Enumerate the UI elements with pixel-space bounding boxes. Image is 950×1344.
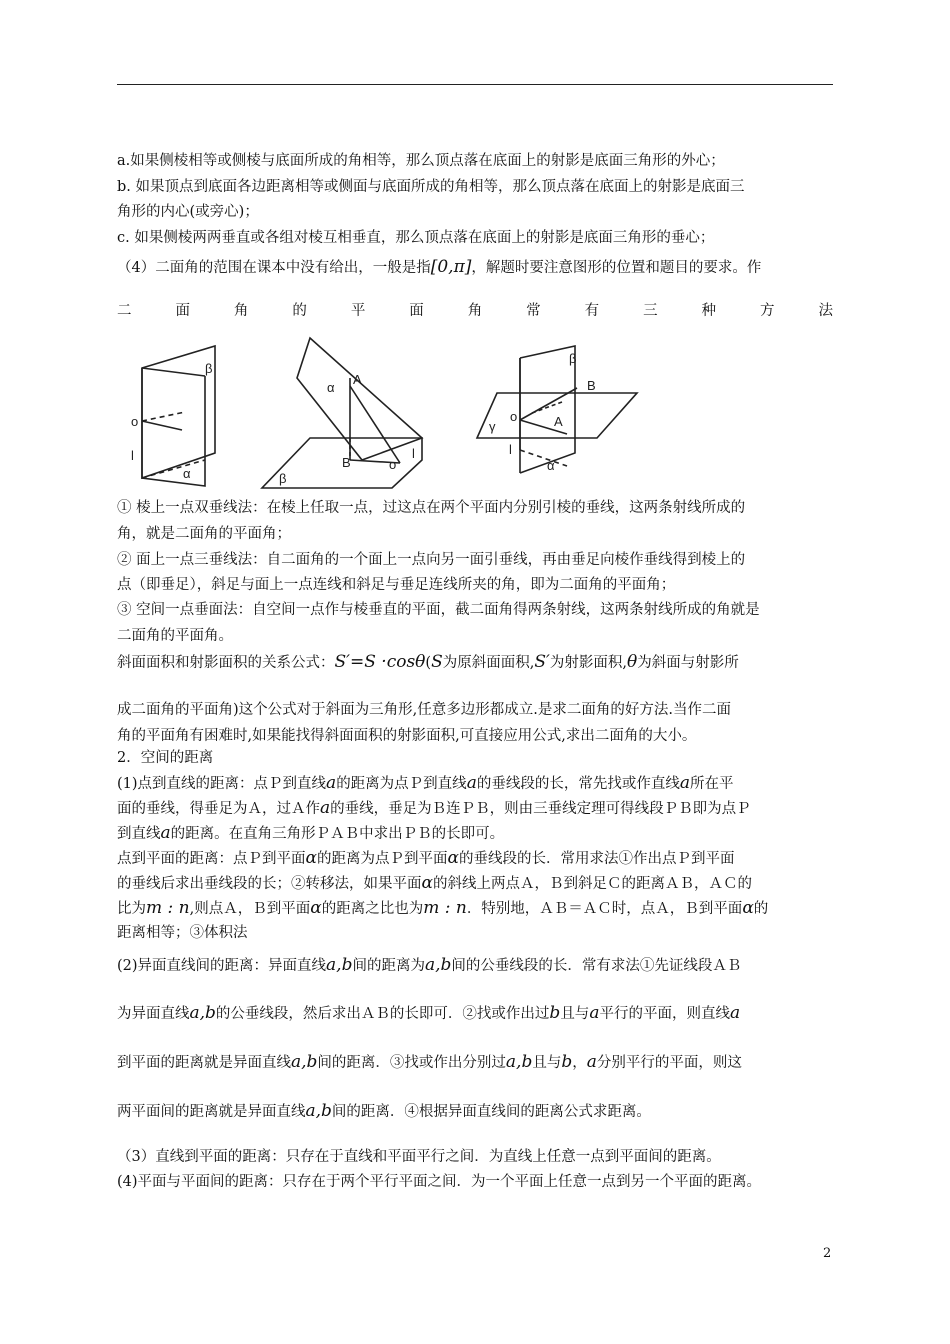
spread-char: 有	[584, 303, 600, 319]
text-run: 的斜线上两点Ａ，Ｂ到斜足Ｃ的距离ＡＢ，ＡＣ的	[432, 876, 752, 892]
fig1-alpha-label: α	[183, 466, 191, 481]
math-formula: S′=S ·cosθ	[334, 652, 426, 672]
text-line	[117, 257, 837, 278]
fig1-o-label: o	[131, 414, 139, 429]
spread-char: 面	[175, 303, 190, 319]
spread-char: 种	[701, 303, 717, 319]
text-run: 的距离为点Ｐ到平面	[316, 851, 448, 867]
math-symbol: b	[561, 1052, 573, 1072]
math-symbol: α	[447, 848, 459, 868]
text-run: 的垂线段的长，常先找或作直线	[476, 776, 680, 792]
text-line: 角，就是二面角的平面角；	[117, 526, 291, 542]
text-line: 角的平面角有困难时,如果能找得斜面面积的射影面积,可直接应用公式,求出二面角的大小。	[117, 728, 697, 744]
math-symbol: S	[431, 652, 443, 672]
text-run: ，	[572, 1055, 587, 1071]
fig3-beta-label: β	[569, 351, 577, 366]
spread-char: 角	[233, 303, 249, 319]
text-run: 为射影面积,	[549, 655, 627, 671]
fig2-A-label: A	[353, 372, 362, 387]
math-symbol: α	[305, 848, 317, 868]
text-run: 的公垂线段，然后求出ＡＢ的长即可．②找或作出过	[215, 1006, 550, 1022]
text-run: 分别平行的平面，则这	[596, 1055, 742, 1071]
text-run: 平行的平面，则直线	[599, 1006, 730, 1022]
spread-char: 的	[292, 303, 307, 319]
text-run: 为斜面与射影所	[637, 655, 739, 671]
text-run: 间的距离为	[352, 958, 425, 974]
section-heading: 2．空间的距离	[117, 750, 214, 766]
math-symbol: a,b	[505, 1052, 533, 1072]
text-run: 的	[753, 901, 769, 917]
math-symbol: a,b	[326, 955, 353, 975]
text-line	[117, 652, 837, 673]
text-line	[117, 1052, 837, 1073]
text-run: 为原斜面面积,	[442, 655, 535, 671]
spread-char: 二	[117, 303, 132, 319]
text-line: c. 如果侧棱两两垂直或各组对棱互相垂直，那么顶点落在底面上的射影是底面三角形的垂心；	[117, 230, 715, 246]
text-run: 的垂线段的长．常用求法①作出点Ｐ到平面	[458, 851, 735, 867]
math-symbol: a	[586, 1052, 597, 1072]
math-symbol: a	[160, 823, 171, 843]
text-run: 的距离。在直角三角形ＰＡＢ中求出ＰＢ的长即可。	[170, 826, 505, 842]
text-line: (4)平面与平面间的距离：只存在于两个平行平面之间．为一个平面上任意一点到另一个平面的距离。	[117, 1174, 762, 1190]
text-line	[117, 773, 837, 794]
text-line	[117, 848, 837, 869]
header-rule	[117, 84, 833, 85]
math-symbol: a	[679, 773, 690, 793]
fig2-B-label: B	[342, 455, 351, 470]
text-run: 为异面直线	[117, 1006, 190, 1022]
text-run: 到直线	[117, 826, 161, 842]
text-run: ,则点Ａ，Ｂ到平面	[189, 901, 311, 917]
fig2-beta-label: β	[279, 471, 287, 486]
text-line	[117, 955, 837, 976]
spread-char: 面	[409, 303, 424, 319]
text-run: 间的公垂线段的长．常有求法①先证线段ＡＢ	[451, 958, 742, 974]
text-line: （3）直线到平面的距离：只存在于直线和平面平行之间．为直线上任意一点到平面间的距离。	[117, 1149, 721, 1165]
text-run: 间的距离．④根据异面直线间的距离公式求距离。	[331, 1104, 651, 1120]
text-line: 点（即垂足），斜足与面上一点连线和斜足与垂足连线所夹的角，即为二面角的平面角；	[117, 577, 676, 593]
text-line: 距离相等；③体积法	[117, 925, 248, 941]
text-line	[117, 1101, 837, 1122]
math-symbol: a	[326, 773, 337, 793]
text-line: 成二面角的平面角)这个公式对于斜面为三角形,任意多边形都成立.是求二面角的好方法.当作二面	[117, 702, 731, 718]
text-line: ② 面上一点三垂线法：自二面角的一个面上一点向另一面引垂线，再由垂足向棱作垂线得到棱上的	[117, 552, 746, 568]
text-run: 面的垂线，得垂足为Ａ，过Ａ作	[117, 801, 320, 817]
fig3-o-label: o	[510, 409, 518, 424]
text-run: 到平面的距离就是异面直线	[117, 1055, 291, 1071]
text-run: ，解题时要注意图形的位置和题目的要求。作	[471, 260, 762, 276]
text-line	[117, 898, 837, 919]
text-line: 角形的内心(或旁心)；	[117, 204, 259, 220]
text-run: 斜面面积和射影面积的关系公式：	[117, 655, 335, 671]
text-run: 比为	[117, 901, 146, 917]
text-run: 所在平	[689, 776, 734, 792]
fig1-edge-label: l	[131, 448, 134, 463]
spread-char: 三	[643, 303, 658, 319]
math-symbol: a	[589, 1003, 600, 1023]
math-symbol: a	[729, 1003, 741, 1023]
text-run: 的距离为点Ｐ到直线	[336, 776, 467, 792]
fig2-edge-label: l	[412, 446, 415, 461]
math-symbol: b	[549, 1003, 561, 1023]
text-run: 间的距离．③找或作出分别过	[317, 1055, 506, 1071]
text-line: a.如果侧棱相等或侧棱与底面所成的角相等，那么顶点落在底面上的射影是底面三角形的外心；	[117, 153, 725, 169]
text-line: ① 棱上一点双垂线法：在棱上任取一点，过这点在两个平面内分别引棱的垂线，这两条射线所成的	[117, 500, 746, 516]
math-ratio: m : n	[423, 898, 467, 918]
spread-char: 角	[467, 303, 483, 319]
spread-char: 平	[350, 303, 366, 319]
text-run: 且与	[532, 1055, 562, 1071]
math-symbol: a,b	[291, 1052, 318, 1072]
math-symbol: a	[320, 798, 331, 818]
text-run: (1)点到直线的距离：点Ｐ到直线	[117, 776, 327, 792]
fig3-gamma-label: γ	[489, 419, 496, 434]
text-run: (	[425, 655, 432, 671]
fig3-edge-label: l	[509, 442, 512, 457]
math-symbol: S′	[534, 652, 550, 672]
fig2-o-label: o	[389, 457, 397, 472]
text-line	[117, 873, 837, 894]
math-ratio: m : n	[146, 898, 190, 918]
fig1-beta-label: β	[205, 361, 213, 376]
math-symbol: α	[310, 898, 322, 918]
text-run: 的垂线，垂足为Ｂ连ＰＢ，则由三垂线定理可得线段ＰＢ即为点Ｐ	[330, 801, 751, 817]
text-run: 两平面间的距离就是异面直线	[117, 1104, 306, 1120]
fig2-alpha-label: α	[327, 380, 335, 395]
spread-char: 法	[818, 303, 833, 319]
math-symbol: a,b	[305, 1101, 332, 1121]
figure-3	[477, 346, 637, 473]
page-number: 2	[823, 1246, 832, 1261]
text-run: (2)异面直线间的距离：异面直线	[117, 958, 327, 974]
text-run: ．特别地，ＡＢ＝ＡＣ时，点Ａ，Ｂ到平面	[466, 901, 743, 917]
text-line: ③ 空间一点垂面法：自空间一点作与棱垂直的平面，截二面角得两条射线，这两条射线所成的角就是	[117, 602, 760, 618]
spread-char: 常	[526, 303, 541, 319]
text-run: 点到平面的距离：点Ｐ到平面	[117, 851, 306, 867]
text-run: 的垂线后求出垂线段的长；②转移法，如果平面	[117, 876, 422, 892]
fig3-A-label: A	[554, 414, 563, 429]
math-symbol: α	[421, 873, 433, 893]
math-symbol: α	[742, 898, 754, 918]
fig3-B-label: B	[587, 378, 596, 393]
spread-text-line	[117, 301, 833, 321]
text-line	[117, 823, 837, 844]
math-symbol: a,b	[424, 955, 452, 975]
text-line: 二面角的平面角。	[117, 628, 233, 644]
text-run: 且与	[560, 1006, 590, 1022]
math-symbol: a	[466, 773, 477, 793]
dihedral-angle-figures	[117, 328, 677, 498]
spread-char: 方	[759, 303, 775, 319]
math-interval: [0,π]	[430, 257, 472, 277]
text-run: （4）二面角的范围在课本中没有给出，一般是指	[117, 260, 431, 276]
math-symbol: θ	[626, 652, 638, 672]
text-line	[117, 1003, 837, 1024]
text-line	[117, 798, 837, 819]
math-symbol: a,b	[189, 1003, 216, 1023]
text-run: 的距离之比也为	[321, 901, 424, 917]
text-line: b. 如果顶点到底面各边距离相等或侧面与底面所成的角相等，那么顶点落在底面上的射影是底面三	[117, 179, 745, 195]
fig3-alpha-label: α	[547, 458, 555, 473]
